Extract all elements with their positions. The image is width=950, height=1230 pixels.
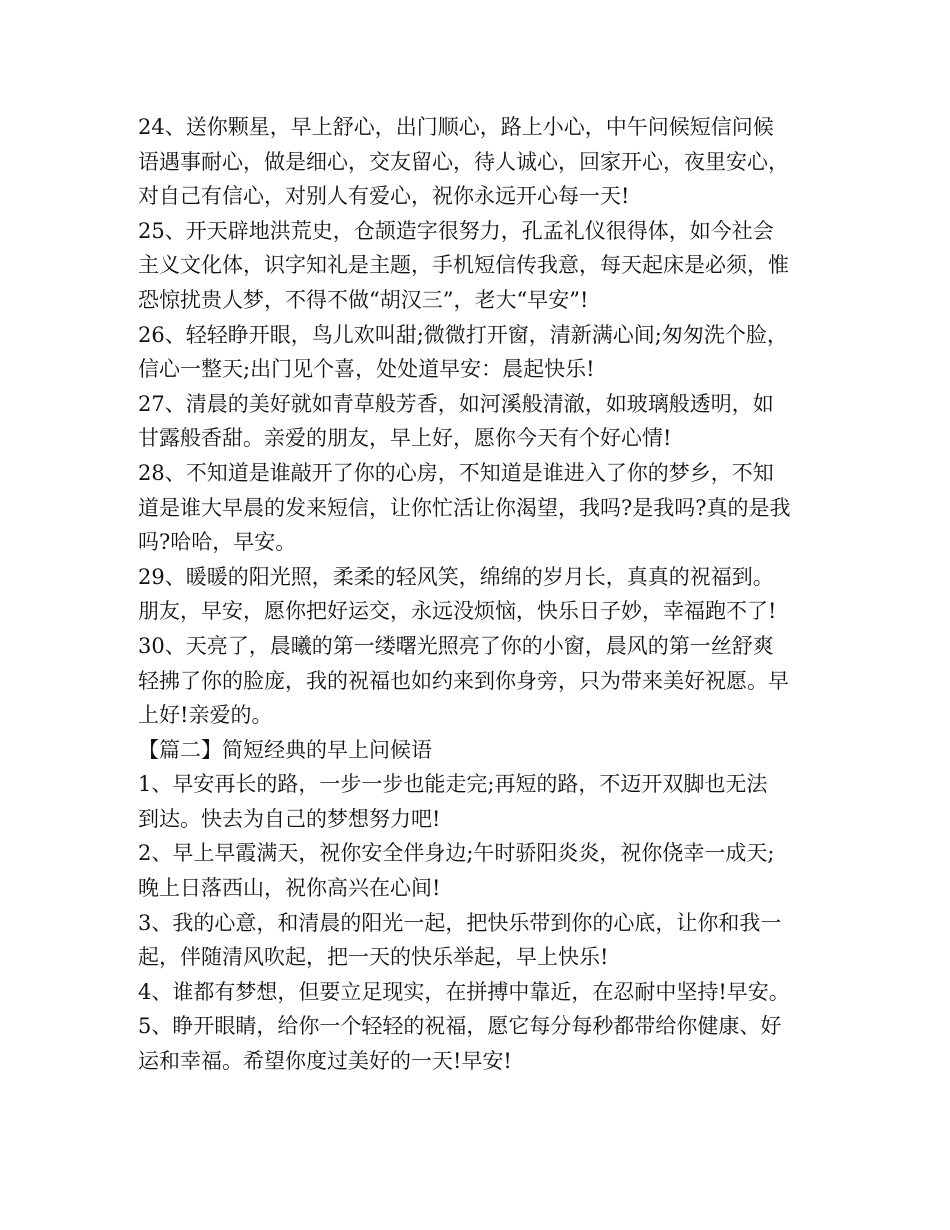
text-line: 30、天亮了，晨曦的第一缕曙光照亮了你的小窗，晨风的第一丝舒爽 bbox=[138, 633, 774, 658]
document-body bbox=[138, 110, 818, 1079]
text-line: 吗?哈哈，早安。 bbox=[138, 530, 297, 555]
text-line: 恐惊扰贵人梦，不得不做“胡汉三”，老大“早安”! bbox=[138, 287, 589, 312]
text-line: 运和幸福。希望你度过美好的一天!早安! bbox=[138, 1049, 512, 1074]
text-line: 轻拂了你的脸庞，我的祝福也如约来到你身旁，只为带来美好祝愿。早 bbox=[138, 668, 789, 693]
text-line: 道是谁大早晨的发来短信，让你忙活让你渴望，我吗?是我吗?真的是我 bbox=[138, 495, 791, 520]
text-line: 27、清晨的美好就如青草般芳香，如河溪般清澈，如玻璃般透明，如 bbox=[138, 391, 774, 416]
text-line: 上好!亲爱的。 bbox=[138, 703, 273, 728]
section-heading: 【篇二】简短经典的早上问候语 bbox=[138, 737, 432, 762]
text-line: 信心一整天;出门见个喜，处处道早安：晨起快乐! bbox=[138, 357, 595, 382]
text-line: 28、不知道是谁敲开了你的心房，不知道是谁进入了你的梦乡，不知 bbox=[138, 460, 774, 485]
text-line: 到达。快去为自己的梦想努力吧! bbox=[138, 806, 441, 831]
text-line: 晚上日落西山，祝你高兴在心间! bbox=[138, 876, 441, 901]
text-line: 29、暖暖的阳光照，柔柔的轻风笑，绵绵的岁月长，真真的祝福到。 bbox=[138, 564, 774, 589]
text-line: 4、谁都有梦想，但要立足现实，在拼搏中靠近，在忍耐中坚持!早安。 bbox=[138, 979, 790, 1004]
text-line: 主义文化体，识字知礼是主题，手机短信传我意，每天起床是必须，惟 bbox=[138, 253, 789, 278]
text-line: 3、我的心意，和清晨的阳光一起，把快乐带到你的心底，让你和我一 bbox=[138, 910, 782, 935]
text-line: 25、开天辟地洪荒史，仓颉造字很努力，孔孟礼仪很得体，如今社会 bbox=[138, 218, 774, 243]
text-line: 1、早安再长的路，一步一步也能走完;再短的路，不迈开双脚也无法 bbox=[138, 772, 768, 797]
text-line: 甘露般香甜。亲爱的朋友，早上好，愿你今天有个好心情! bbox=[138, 426, 672, 451]
text-line: 起，伴随清风吹起，把一天的快乐举起，早上快乐! bbox=[138, 945, 609, 970]
text-line: 2、早上早霞满天，祝你安全伴身边;午时骄阳炎炎，祝你侥幸一成天; bbox=[138, 841, 775, 866]
text-line: 24、送你颗星，早上舒心，出门顺心，路上小心，中午问候短信问候 bbox=[138, 115, 774, 139]
text-line: 朋友，早安，愿你把好运交，永远没烦恼，快乐日子妙，幸福跑不了! bbox=[138, 599, 777, 624]
text-line: 语遇事耐心，做是细心，交友留心，待人诚心，回家开心，夜里安心， bbox=[138, 149, 789, 174]
text-line: 对自己有信心，对别人有爱心，祝你永远开心每一天! bbox=[138, 184, 630, 209]
text-line: 26、轻轻睁开眼，鸟儿欢叫甜;微微打开窗，清新满心间;匆匆洗个脸， bbox=[138, 322, 788, 347]
text-line: 5、睁开眼睛，给你一个轻轻的祝福，愿它每分每秒都带给你健康、好 bbox=[138, 1014, 782, 1039]
